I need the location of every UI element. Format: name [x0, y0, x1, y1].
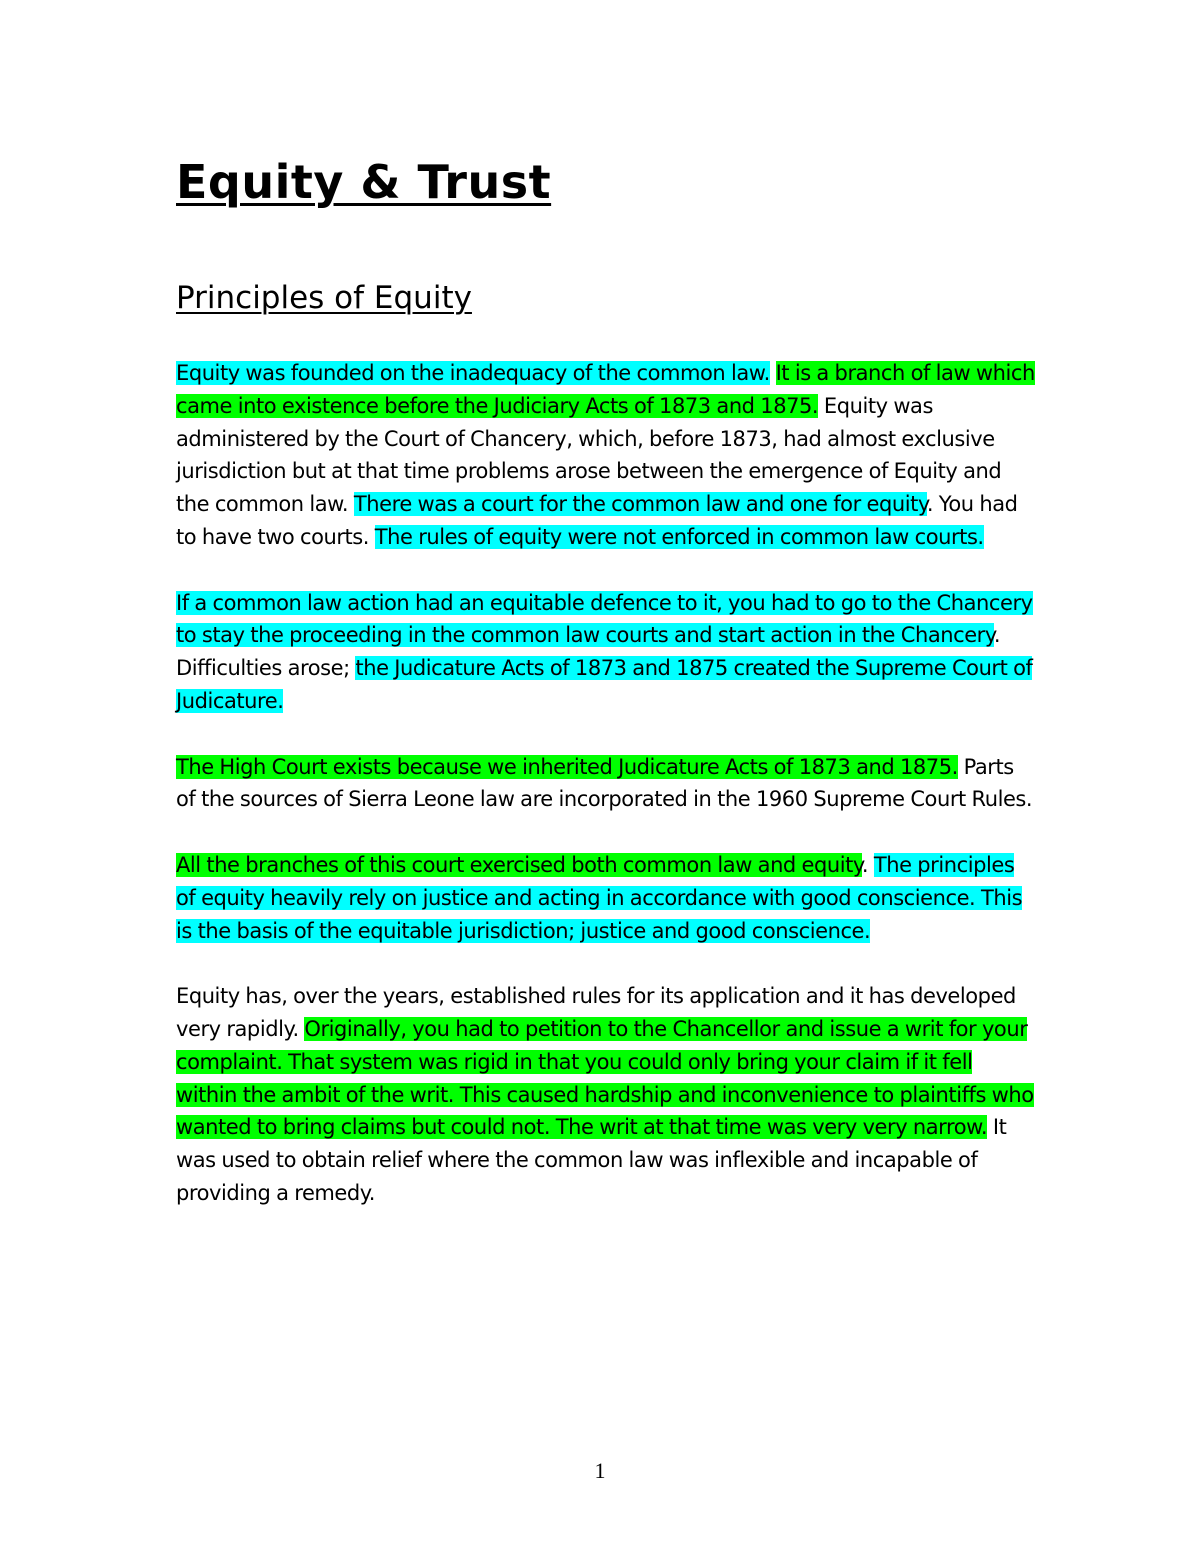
document-title: Equity & Trust [176, 155, 552, 209]
paragraph-segment: The High Court exists because we inherited Judicature Acts of 1873 and 1875. [176, 754, 958, 779]
paragraph-court-branches [176, 849, 1036, 947]
paragraph-segment: It is a branch of law which came into existence before the Judiciary Acts of 1873 and 1875. [176, 361, 1035, 418]
document-body [176, 150, 1036, 1210]
paragraph-segment: It was used to obtain relief where the common law was inflexible and incapable of providing a remedy. [176, 1115, 1007, 1205]
paragraph-segment: Equity was founded on the inadequacy of the common law. [176, 361, 770, 385]
paragraph-development-of-equity [176, 980, 1036, 1210]
paragraph-segment: the Judicature Acts of 1873 and 1875 created the Supreme Court of Judicature. [176, 656, 1033, 713]
paragraph-segment: If a common law action had an equitable defence to it, you had to go to the Chancery to stay the proceeding in the common law courts and start action in the Chancery [176, 590, 1033, 648]
paragraph-chancery-procedure [176, 587, 1036, 718]
paragraph-segment: . Difficulties arose; [176, 623, 1001, 681]
paragraph-segment: . [861, 852, 874, 877]
paragraph-segment: There was a court for the common law and one for equity [353, 492, 927, 517]
paragraph-segment: Equity was administered by the Court of Chancery, which, before 1873, had almost exclusive jurisdiction but at that time problems arose between the emergence of Equity and the common law. [176, 393, 1002, 517]
paragraph-segment: Parts of the sources of Sierra Leone law are incorporated in the 1960 Supreme Court Rules. [176, 754, 1033, 812]
section-heading: Principles of Equity [176, 280, 472, 316]
paragraph-segment: The principles of equity heavily rely on justice and acting in accordance with good conscience. This is the basis of the equitable jurisdiction; justice and good conscience. [176, 852, 1023, 943]
paragraph-segment: The rules of equity were not enforced in common law courts. [374, 524, 984, 549]
paragraph-origins-of-equity [176, 357, 1036, 554]
paragraph-segment [770, 361, 776, 385]
paragraph-high-court [176, 751, 1036, 817]
page-number: 1 [594, 1458, 606, 1483]
paragraph-segment: Equity has, over the years, established rules for its application and it has developed very rapidly. [176, 984, 1016, 1041]
paragraph-segment: All the branches of this court exercised both common law and equity [176, 852, 862, 877]
paragraph-segment: . You had to have two courts. [176, 492, 1018, 549]
paragraph-segment: Originally, you had to petition to the Chancellor and issue a writ for your complaint. That system was rigid in that you could only bring your claim if it fell within the ambit of the writ. This caused hardship and inconvenience to plaintiffs who wanted to bring claims but could not. The writ at that time was very very narrow. [176, 1016, 1034, 1140]
